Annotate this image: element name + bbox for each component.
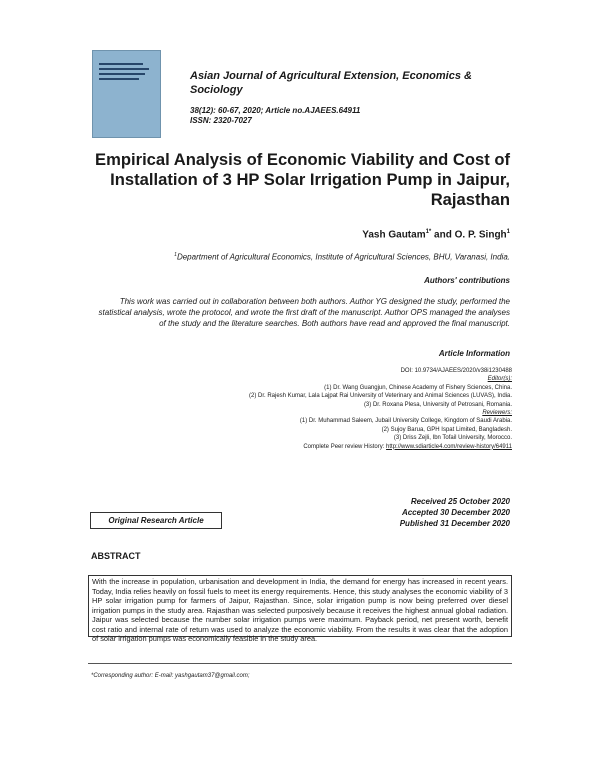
author-2-sup: 1 — [506, 229, 510, 235]
author-2: O. P. Singh — [454, 229, 507, 241]
published-date: Published 31 December 2020 — [399, 519, 510, 528]
received-date: Received 25 October 2020 — [410, 497, 510, 506]
peer-review-link[interactable]: http://www.sdiarticle4.com/review-history/64911 — [386, 443, 512, 450]
editor-1: (1) Dr. Wang Guangjun, Chinese Academy of Fishery Sciences, China. — [324, 384, 512, 391]
accepted-date: Accepted 30 December 2020 — [401, 508, 510, 517]
paper-title: Empirical Analysis of Economic Viability and Cost of Installation of 3 HP Solar Irrigation Pump in Jaipur, Rajasthan — [95, 150, 510, 209]
author-1: Yash Gautam — [362, 229, 426, 241]
editors-label: Editor(s): — [487, 376, 512, 383]
affiliation-sup: 1 — [174, 252, 177, 258]
footnote-divider — [88, 663, 512, 664]
journal-citation — [190, 106, 360, 126]
abstract-heading: ABSTRACT — [91, 551, 141, 561]
reviewer-3: (3) Driss Zejli, Ibn Tofail University, Morocco. — [393, 435, 512, 442]
article-dates — [400, 496, 510, 529]
article-info-heading: Article Information — [438, 349, 510, 358]
doi: DOI: 10.9734/AJAEES/2020/v38i1230488 — [400, 368, 512, 374]
contributions-heading: Authors' contributions — [424, 276, 510, 285]
abstract-text: With the increase in population, urbanisation and development in India, the demand for energy has increased in recent years. Today, India relies heavily on fossil fuels to meet its energy requirements. Hence, this study analyses the economic viability of 3 HP solar irrigation pump for farmers of Jaipur, Rajasthan. Since, solar irrigation pump is now being preferred over diesel irrigation pumps in the study area. Rajasthan was selected purposively because it receives the highest annual global radiation. Jaipur was selected because the number solar irrigation pumps were maximum. Payback period, net present worth, benefit cost ratio and internal rate of return was used to analyze the economic viability. From the results it was clear that the adoption of solar irrigation pumps was economically feasible in the study area. — [88, 575, 512, 637]
journal-cover-image — [92, 50, 161, 138]
affiliation-text: Department of Agricultural Economics, Institute of Agricultural Sciences, BHU, Varanasi, India. — [176, 252, 510, 262]
affiliation — [174, 252, 510, 262]
reviewer-2: (2) Sujoy Barua, GPH Ispat Limited, Bangladesh. — [381, 426, 512, 433]
author-line — [362, 229, 510, 240]
journal-name: Asian Journal of Agricultural Extension, Economics & Sociology — [190, 70, 472, 96]
author-1-sup: 1* — [425, 229, 432, 235]
reviewers-label: Reviewers: — [482, 410, 512, 417]
contributions-text: This work was carried out in collaboration between both authors. Author YG designed the study, performed the statistical analysis, wrote the protocol, and wrote the first draft of the manuscript. Author OPS managed the analyses of the study and the literature searches. Both authors have read and approved the final manuscript. — [98, 297, 510, 328]
issn: ISSN: 2320-7027 — [190, 116, 252, 125]
volume-line: 38(12): 60-67, 2020; Article no.AJAEES.64911 — [190, 106, 361, 115]
peer-review-label: Complete Peer review History: — [303, 443, 385, 450]
article-type-badge: Original Research Article — [90, 512, 222, 529]
peer-review-line — [152, 443, 512, 451]
corresponding-author-footnote: *Corresponding author: E-mail: yashgautam37@gmail.com; — [91, 673, 250, 679]
editor-2: (2) Dr. Rajesh Kumar, Lala Lajpat Rai University of Veterinary and Animal Sciences (LUVAS), India. — [248, 393, 512, 400]
article-info — [152, 367, 512, 451]
author-conjunction: and — [434, 229, 452, 241]
reviewer-1: (1) Dr. Muhammad Saleem, Jubail University College, Kingdom of Saudi Arabia. — [299, 418, 512, 425]
editor-3: (3) Dr. Roxana Plesa, University of Petrosani, Romania. — [363, 401, 512, 408]
